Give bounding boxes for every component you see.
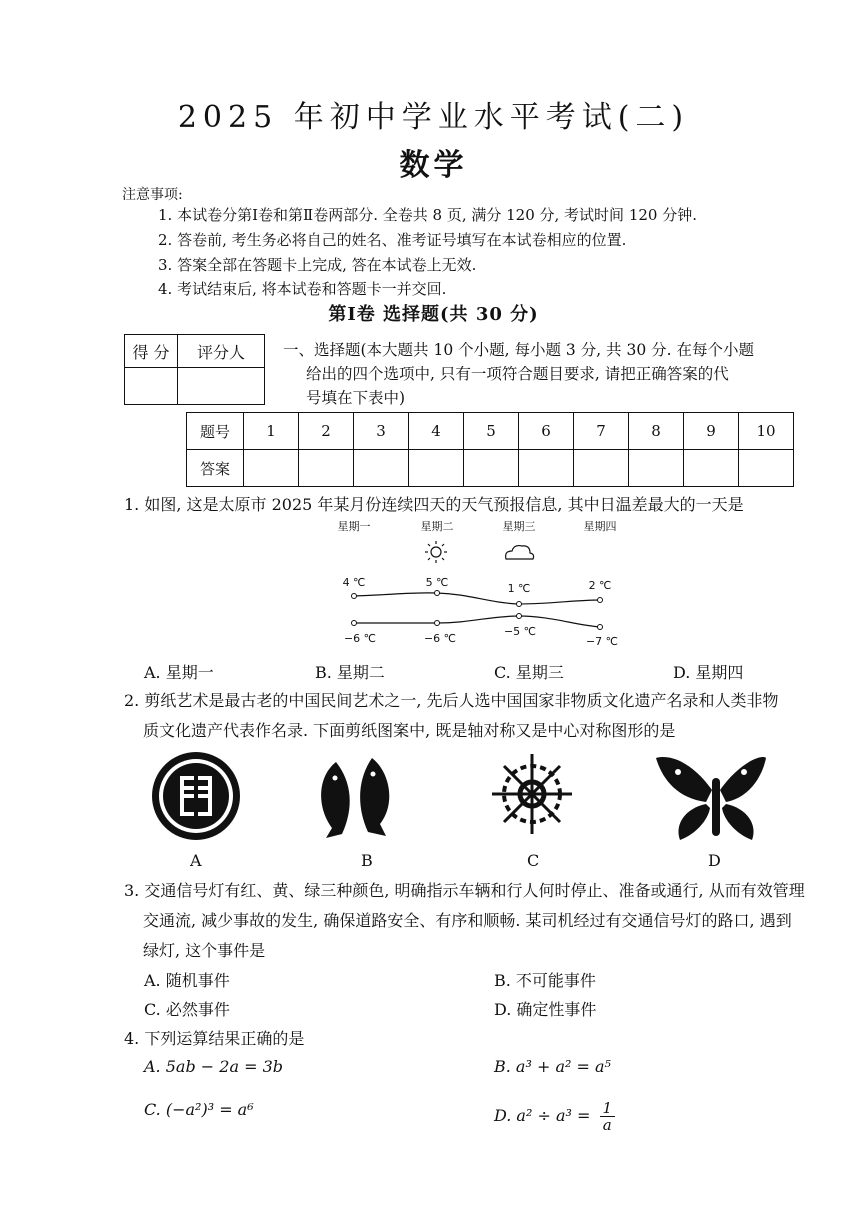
- answer-cell[interactable]: [684, 450, 739, 487]
- grader-header: 评分人: [178, 335, 265, 368]
- part-one-line-2: 给出的四个选项中, 只有一项符合题目要求, 请把正确答案的代: [306, 365, 729, 383]
- score-box: [124, 334, 265, 405]
- high-temp: 2 ℃: [588, 579, 612, 592]
- section-title: 第Ⅰ卷 选择题(共 30 分): [328, 304, 539, 325]
- question-number: 9: [684, 413, 739, 450]
- high-temp-point: [517, 602, 522, 607]
- high-temp-point: [598, 598, 603, 603]
- q4-option-d-prefix: D. a² ÷ a³ =: [494, 1106, 591, 1125]
- low-temp-point: [517, 614, 522, 619]
- number-header: 题号: [187, 413, 244, 450]
- low-temp: −5 ℃: [503, 625, 537, 638]
- notice-item-4: 4. 考试结束后, 将本试卷和答题卡一并交回.: [158, 280, 447, 298]
- low-temp-point: [598, 625, 603, 630]
- answer-cell[interactable]: [519, 450, 574, 487]
- notice-item-3: 3. 答案全部在答题卡上完成, 答在本试卷上无效.: [158, 256, 477, 274]
- question-number: 5: [464, 413, 519, 450]
- question-number: 2: [299, 413, 354, 450]
- question-2-line-2: 质文化遗产代表作名录. 下面剪纸图案中, 既是轴对称又是中心对称图形的是: [143, 721, 676, 740]
- question-3-line-2: 交通流, 减少事故的发生, 确保道路安全、有序和顺畅. 某司机经过有交通信号灯的路口, 遇到: [143, 911, 792, 930]
- question-number: 1: [244, 413, 299, 450]
- low-temp-curve: [354, 616, 600, 627]
- answer-cell[interactable]: [354, 450, 409, 487]
- score-header: 得 分: [125, 335, 178, 368]
- paper-cut-b: [321, 758, 389, 838]
- question-number: 8: [629, 413, 684, 450]
- answer-header: 答案: [187, 450, 244, 487]
- q4-option-c: C. (−a²)³ = a⁶: [144, 1100, 254, 1119]
- notice-heading: 注意事项:: [122, 187, 183, 203]
- answer-cell[interactable]: [629, 450, 684, 487]
- day-label: 星期四: [583, 520, 617, 533]
- q3-option-c: C. 必然事件: [144, 1000, 230, 1019]
- answer-cell[interactable]: [574, 450, 629, 487]
- q1-option-d: D. 星期四: [673, 663, 744, 682]
- low-temp: −6 ℃: [343, 632, 377, 645]
- q2-label-a: A: [190, 851, 202, 870]
- part-one-line-3: 号填在下表中): [306, 389, 406, 407]
- q1-option-a: A. 星期一: [144, 663, 214, 682]
- question-1-text: 1. 如图, 这是太原市 2025 年某月份连续四天的天气预报信息, 其中日温差最大的一天是: [124, 495, 744, 514]
- answer-cell[interactable]: [739, 450, 794, 487]
- q2-label-c: C: [527, 851, 540, 870]
- fraction-denominator: a: [602, 1116, 612, 1134]
- answer-cell[interactable]: [409, 450, 464, 487]
- fraction-numerator: 1: [600, 1100, 616, 1117]
- low-temp: −6 ℃: [423, 632, 457, 645]
- grader-cell[interactable]: [178, 368, 265, 405]
- question-number: 6: [519, 413, 574, 450]
- high-temp: 4 ℃: [342, 576, 366, 589]
- question-3-line-1: 3. 交通信号灯有红、黄、绿三种颜色, 明确指示车辆和行人何时停止、准备或通行, 从而有效管理: [124, 881, 805, 900]
- paper-cut-d: [656, 757, 766, 840]
- q2-label-b: B: [361, 851, 373, 870]
- notice-item-2: 2. 答卷前, 考生务必将自己的姓名、准考证号填写在本试卷相应的位置.: [158, 231, 627, 249]
- answer-table-answer-row: [187, 450, 794, 487]
- question-number: 10: [739, 413, 794, 450]
- exam-title: 2025 年初中学业水平考试(二): [177, 100, 690, 135]
- score-cell[interactable]: [125, 368, 178, 405]
- answer-table-number-row: [187, 413, 794, 450]
- high-temp: 5 ℃: [425, 576, 449, 589]
- answer-cell[interactable]: [244, 450, 299, 487]
- q3-option-a: A. 随机事件: [144, 971, 230, 990]
- notice-item-1: 1. 本试卷分第Ⅰ卷和第Ⅱ卷两部分. 全卷共 8 页, 满分 120 分, 考试时间 120 分钟.: [158, 206, 697, 224]
- paper-cut-a: [152, 752, 240, 840]
- q4-option-d-fraction: [600, 1100, 616, 1133]
- low-temp-point: [352, 621, 357, 626]
- paper-cut-c: [492, 754, 572, 834]
- high-temp-curve: [354, 593, 600, 604]
- q2-label-d: D: [708, 851, 721, 870]
- answer-cell[interactable]: [464, 450, 519, 487]
- day-label: 星期三: [502, 520, 536, 533]
- exam-subject: 数学: [399, 148, 468, 183]
- q4-option-a: A. 5ab − 2a = 3b: [144, 1057, 283, 1076]
- question-number: 7: [574, 413, 629, 450]
- cloud-icon: [506, 546, 534, 559]
- q3-option-d: D. 确定性事件: [494, 1000, 597, 1019]
- low-temp-point: [435, 621, 440, 626]
- answer-cell[interactable]: [299, 450, 354, 487]
- q4-option-d: [494, 1100, 615, 1133]
- low-temp: −7 ℃: [585, 635, 619, 648]
- q1-option-b: B. 星期二: [315, 663, 385, 682]
- question-2-line-1: 2. 剪纸艺术是最古老的中国民间艺术之一, 先后人选中国国家非物质文化遗产名录和人类非物: [124, 691, 779, 710]
- high-temp-point: [435, 591, 440, 596]
- paper-cut-figures: [140, 748, 780, 848]
- question-4-text: 4. 下列运算结果正确的是: [124, 1029, 305, 1048]
- part-one-line-1: 一、选择题(本大题共 10 个小题, 每小题 3 分, 共 30 分. 在每个小题: [283, 341, 754, 359]
- high-temp-point: [352, 594, 357, 599]
- day-label: 星期二: [420, 520, 454, 533]
- answer-table: [186, 412, 794, 487]
- question-number: 3: [354, 413, 409, 450]
- question-3-line-3: 绿灯, 这个事件是: [143, 941, 266, 960]
- sun-icon: [425, 541, 447, 563]
- q1-option-c: C. 星期三: [494, 663, 564, 682]
- q4-option-b: B. a³ + a² = a⁵: [494, 1057, 611, 1076]
- weather-forecast-figure: [320, 515, 640, 650]
- high-temp: 1 ℃: [507, 582, 531, 595]
- question-number: 4: [409, 413, 464, 450]
- day-label: 星期一: [337, 520, 371, 533]
- q3-option-b: B. 不可能事件: [494, 971, 596, 990]
